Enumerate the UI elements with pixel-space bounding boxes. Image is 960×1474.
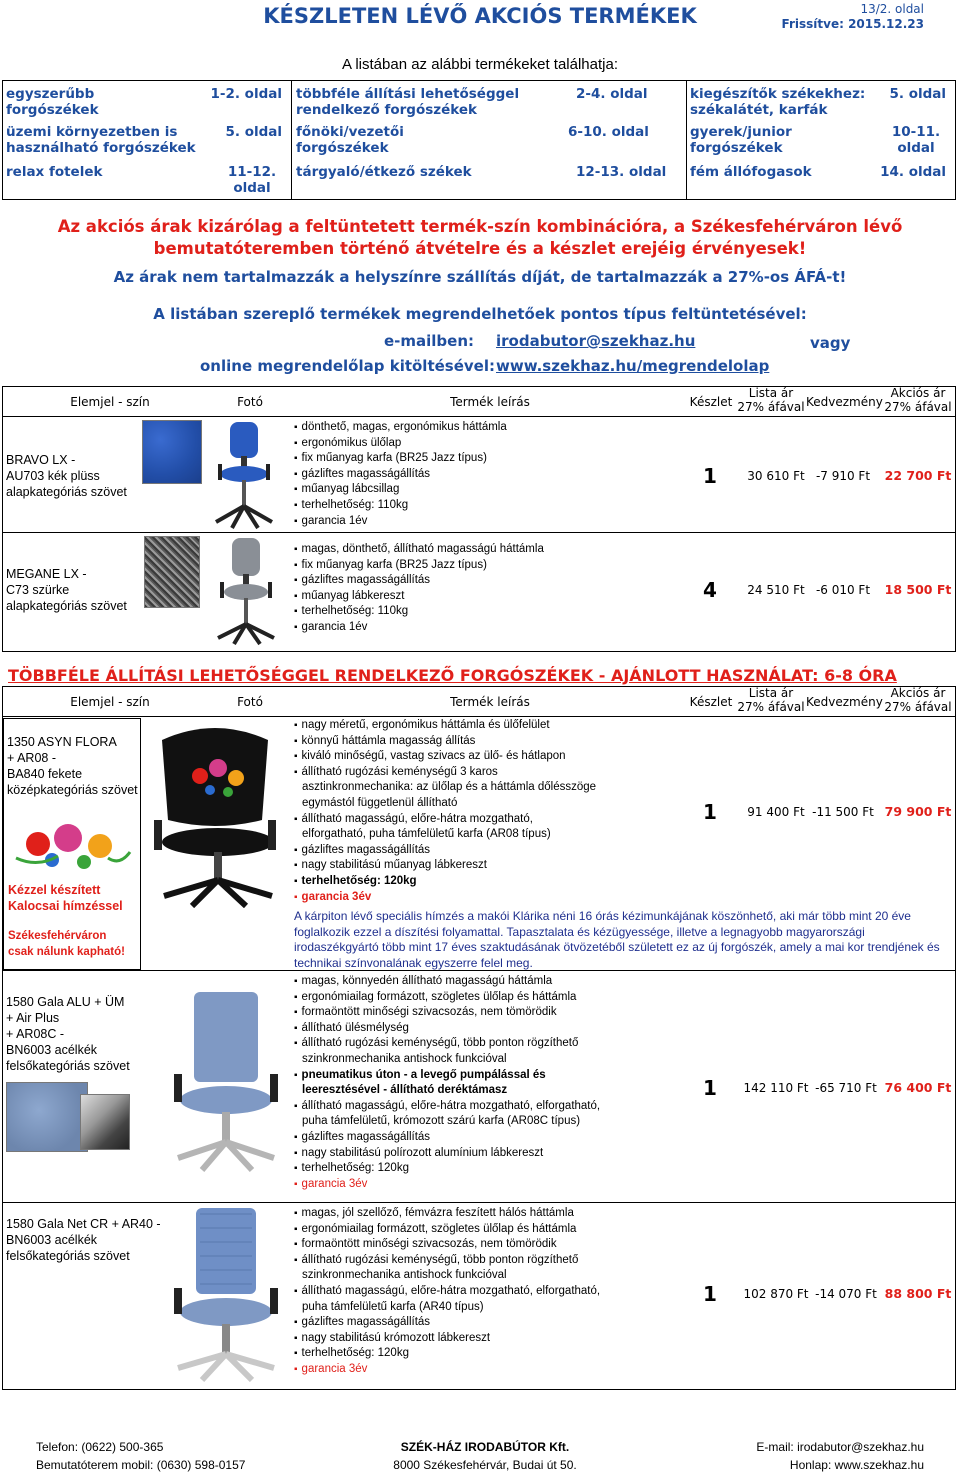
feature-item: egymástól függetlenül állítható: [302, 796, 458, 809]
online-label: online megrendelőlap kitöltésével:: [200, 357, 495, 375]
feature-item: ▪ ergonómiailag formázott, szögletes ülőlap és háttámla: [294, 1222, 600, 1238]
feature-list: [294, 718, 596, 905]
col-header-list: [736, 686, 806, 714]
toc-item-page[interactable]: 5. oldal: [889, 86, 946, 102]
feature-item: ▪ állítható magasságú, előre-hátra mozgatható, elforgatható,: [294, 1284, 600, 1300]
updated-date: Frissítve: 2015.12.23: [781, 17, 924, 31]
feature-item: ▪ gázliftes magasságállítás: [294, 467, 507, 483]
feature-list: [294, 542, 544, 636]
feature-item: ▪ gázliftes magasságállítás: [294, 1130, 600, 1146]
toc-item-name[interactable]: kiegészítők székekhez: székalátét, karfák: [690, 86, 866, 118]
feature-item: ▪ fix műanyag karfa (BR25 Jazz típus): [294, 558, 544, 574]
or-label: vagy: [810, 334, 851, 352]
list-price: 142 110 Ft: [743, 1081, 809, 1095]
toc-item-name[interactable]: gyerek/junior forgószékek: [690, 124, 792, 156]
label-line: BRAVO LX -: [6, 453, 76, 467]
col-header-stock: Készlet: [689, 695, 733, 709]
footer-address: 8000 Székesfehérvár, Budai út 50.: [393, 1458, 577, 1472]
feature-item: ▪ terhelhetőség: 120kg: [294, 1161, 600, 1177]
email-link[interactable]: irodabutor@szekhaz.hu: [496, 332, 696, 350]
label-line: + Air Plus: [6, 1011, 60, 1025]
label-line: középkategóriás szövet: [7, 783, 138, 797]
page-number: 13/2. oldal: [860, 2, 924, 16]
notice-line: bemutatóteremben történő átvételre és a készlet erejéig érvényesek!: [153, 239, 807, 258]
notice-line: Az akciós árak kizárólag a feltüntetett termék-szín kombinációra, a Székesfehérváron lévő: [57, 217, 903, 236]
label-line: + AR08C -: [6, 1027, 65, 1041]
sale-price: 79 900 Ft: [884, 804, 952, 819]
feature-item: ▪ garancia 3év: [294, 890, 596, 906]
label-line: alapkategóriás szövet: [6, 485, 127, 499]
feature-item: leeresztésével - állítható deréktámasz: [302, 1084, 508, 1097]
footer-company: SZÉK-HÁZ IRODABÚTOR Kft.: [400, 1440, 570, 1454]
feature-item: puha támfelületű, krómozott szárú karfa (AR08C típus): [302, 1115, 581, 1128]
label-line: BN6003 acélkék: [6, 1233, 98, 1247]
fabric-swatch-blue: [142, 420, 202, 484]
label-line: AU703 kék plüss: [6, 469, 100, 483]
col-header-desc: Termék leírás: [450, 395, 530, 409]
col-header-item: Elemjel - szín: [70, 695, 150, 709]
feature-item: ▪ állítható rugózási keménységű, több ponton rögzíthető: [294, 1253, 600, 1269]
feature-item: ▪ műanyag lábkereszt: [294, 589, 544, 605]
feature-item: ▪ terhelhetőség: 120kg: [294, 874, 596, 890]
footer-phone: Telefon: (0622) 500-365: [36, 1440, 164, 1454]
feature-item: asztinkronmechanika: az ülőlap és a háttámla dőlésszöge: [302, 781, 597, 794]
feature-item: ▪ nagy stabilitású műanyag lábkereszt: [294, 858, 596, 874]
label-line: felsőkategóriás szövet: [6, 1249, 130, 1263]
feature-item: ▪ fix műanyag karfa (BR25 Jazz típus): [294, 451, 507, 467]
note-line: csak nálunk kapható!: [8, 946, 125, 958]
feature-item: szinkronmechanika antishock funkcióval: [302, 1052, 507, 1065]
feature-item: ▪ magas, könnyedén állítható magasságú háttámla: [294, 974, 600, 990]
col-header-line: 27% áfával: [884, 700, 952, 714]
col-header-item: Elemjel - szín: [70, 395, 150, 409]
col-header-line: Lista ár: [748, 386, 794, 400]
vat-notice: Az árak nem tartalmazzák a helyszínre szállítás díját, de tartalmazzák a 27%-os ÁFÁ-t!: [113, 268, 847, 286]
toc-item-page[interactable]: 10-11. oldal: [891, 124, 941, 156]
list-price: 91 400 Ft: [747, 805, 805, 819]
label-line: + AR08 -: [7, 751, 56, 765]
toc-item-name[interactable]: relax fotelek: [6, 164, 103, 180]
discount: -65 710 Ft: [815, 1081, 877, 1095]
feature-item: ▪ nagy stabilitású krómozott lábkereszt: [294, 1331, 600, 1347]
footer-email[interactable]: E-mail: irodabutor@szekhaz.hu: [756, 1440, 924, 1454]
col-header-line: Akciós ár: [890, 686, 946, 700]
toc-item-page[interactable]: 2-4. oldal: [576, 86, 648, 102]
toc-item-page[interactable]: 12-13. oldal: [576, 164, 667, 180]
feature-item: ▪ állítható magasságú, előre-hátra mozgatható,: [294, 812, 596, 828]
feature-item: ▪ garancia 1év: [294, 514, 507, 530]
stock-qty: 1: [703, 464, 717, 488]
feature-item: ▪ magas, jól szellőző, fémvázra feszített hálós háttámla: [294, 1206, 600, 1222]
feature-item: ▪ ergonómiailag formázott, szögletes ülőlap és háttámla: [294, 990, 600, 1006]
sale-price: 18 500 Ft: [884, 582, 952, 597]
feature-item: szinkronmechanika antishock funkcióval: [302, 1269, 507, 1282]
chair-photo: [166, 988, 286, 1174]
col-header-stock: Készlet: [689, 395, 733, 409]
order-notice: A listában szereplő termékek megrendelhetőek pontos típus feltüntetésével:: [153, 305, 807, 323]
list-price: 30 610 Ft: [747, 469, 805, 483]
col-header-sale: [882, 686, 954, 714]
toc-item-page[interactable]: 6-10. oldal: [568, 124, 649, 140]
footer-web[interactable]: Honlap: www.szekhaz.hu: [789, 1458, 924, 1472]
chair-photo: [212, 534, 284, 646]
chair-photo: [166, 1204, 286, 1384]
col-header-discount: Kedvezmény: [806, 695, 883, 709]
col-header-line: Lista ár: [748, 686, 794, 700]
item-label: [6, 452, 127, 500]
col-header-photo: Fotó: [237, 695, 263, 709]
feature-item: ▪ gázliftes magasságállítás: [294, 843, 596, 859]
feature-item: ▪ garancia 3év: [294, 1362, 600, 1378]
note-line: Székesfehérváron: [8, 930, 107, 942]
feature-item: ▪ nagy méretű, ergonómikus háttámla és ülőfelület: [294, 718, 596, 734]
label-line: BA840 fekete: [7, 767, 83, 781]
label-line: C73 szürke: [6, 583, 70, 597]
col-header-line: Akciós ár: [890, 386, 946, 400]
feature-item: ▪ nagy stabilitású polírozott alumínium lábkereszt: [294, 1146, 600, 1162]
feature-item: ▪ pneumatikus úton - a levegő pumpálással és: [294, 1068, 600, 1084]
feature-item: ▪ formaöntött minőségi szivacsozás, nem tömörödik: [294, 1005, 600, 1021]
page-title: KÉSZLETEN LÉVŐ AKCIÓS TERMÉKEK: [263, 4, 697, 28]
sale-price: 76 400 Ft: [884, 1080, 952, 1095]
list-price: 24 510 Ft: [747, 583, 805, 597]
feature-item: ▪ formaöntött minőségi szivacsozás, nem tömörödik: [294, 1237, 600, 1253]
toc-item-page[interactable]: 14. oldal: [880, 164, 946, 180]
col-header-discount: Kedvezmény: [806, 395, 883, 409]
feature-item: ▪ műanyag lábcsillag: [294, 482, 507, 498]
toc-item-name[interactable]: fém állófogasok: [690, 164, 812, 180]
label-line: alapkategóriás szövet: [6, 599, 127, 613]
feature-item: ▪ gázliftes magasságállítás: [294, 573, 544, 589]
feature-item: ▪ állítható rugózási keménységű, több ponton rögzíthető: [294, 1036, 600, 1052]
item-label: [6, 1216, 161, 1264]
sale-price: 22 700 Ft: [884, 468, 952, 483]
col-header-photo: Fotó: [237, 395, 263, 409]
toc-item-name[interactable]: többféle állítási lehetőséggel rendelkező forgószékek: [296, 86, 520, 118]
fabric-swatch-steelblue: [6, 1082, 88, 1152]
handmade-note: [8, 882, 123, 914]
stock-qty: 1: [703, 800, 717, 824]
toc-item-page[interactable]: 11-12. oldal: [227, 164, 277, 196]
item-label: [7, 734, 138, 798]
embroidery-description: A kárpiton lévő speciális hímzés a makói Klárika néni 16 órás kézimunkájának köszönhető, aki már több mint 20 éve foglalkozik ezzel a díszítési folyamattal. Tapasztalata és kézügyessége, illetve a legnagyobb magyarországi irodaszékgyártó több mint 17 éves szaktudásának ötvözetéből született ez az új forgószék, amely a mai kor trendjének és technikai színvonalának egyszerre felel meg.: [294, 909, 940, 970]
sale-price: 88 800 Ft: [884, 1286, 952, 1301]
toc-item-name[interactable]: főnöki/vezetői forgószékek: [296, 124, 404, 156]
col-header-desc: Termék leírás: [450, 695, 530, 709]
chair-photo: [140, 720, 290, 908]
col-header-list: [736, 386, 806, 414]
label-line: MEGANE LX -: [6, 567, 87, 581]
toc-item-name[interactable]: üzemi környezetben is használható forgószékek: [6, 124, 196, 156]
col-header-sale: [882, 386, 954, 414]
feature-item: ▪ terhelhetőség: 120kg: [294, 1346, 600, 1362]
lumbar-photo: [80, 1094, 130, 1150]
feature-item: ▪ terhelhetőség: 110kg: [294, 498, 507, 514]
feature-item: puha támfelületű karfa (AR40 típus): [302, 1300, 484, 1313]
toc-item-page[interactable]: 1-2. oldal: [210, 86, 282, 102]
feature-item: ▪ állítható magasságú, előre-hátra mozgatható, elforgatható,: [294, 1099, 600, 1115]
list-price: 102 870 Ft: [743, 1287, 809, 1301]
label-line: 1580 Gala Net CR + AR40 -: [6, 1217, 161, 1231]
discount: -14 070 Ft: [815, 1287, 877, 1301]
order-form-link[interactable]: www.szekhaz.hu/megrendelolap: [496, 357, 770, 375]
feature-item: ▪ ergonómikus ülőlap: [294, 436, 507, 452]
item-label: [6, 566, 127, 614]
feature-item: elforgatható, puha támfelületű karfa (AR08 típus): [302, 828, 551, 841]
label-line: 1350 ASYN FLORA: [7, 735, 117, 749]
fabric-swatch-grey: [144, 536, 200, 608]
feature-item: ▪ gázliftes magasságállítás: [294, 1315, 600, 1331]
item-label: [6, 994, 130, 1074]
price-validity-notice: [0, 216, 960, 260]
discount: -11 500 Ft: [812, 805, 874, 819]
discount: -7 910 Ft: [815, 469, 871, 483]
feature-item: ▪ könnyű háttámla magasság állítás: [294, 734, 596, 750]
label-line: 1580 Gala ALU + ÜM: [6, 995, 125, 1009]
feature-item: ▪ kiváló minőségű, vastag szivacs az ülő- és hátlapon: [294, 749, 596, 765]
note-line: Kalocsai hímzéssel: [8, 899, 123, 913]
chair-photo: [208, 418, 286, 530]
toc-item-name[interactable]: tárgyaló/étkező székek: [296, 164, 472, 180]
feature-item: ▪ garancia 3év: [294, 1177, 600, 1193]
stock-qty: 1: [703, 1282, 717, 1306]
feature-item: ▪ állítható ülésmélység: [294, 1021, 600, 1037]
col-header-line: 27% áfával: [737, 700, 805, 714]
col-header-line: 27% áfával: [884, 400, 952, 414]
note-line: Kézzel készített: [8, 883, 101, 897]
label-line: BN6003 acélkék: [6, 1043, 98, 1057]
section-title: TÖBBFÉLE ÁLLÍTÁSI LEHETŐSÉGGEL RENDELKEZŐ FORGÓSZÉKEK - AJÁNLOTT HASZNÁLAT: 6-8 ÓRA: [8, 666, 897, 685]
feature-list: [294, 420, 507, 529]
toc-item-name[interactable]: egyszerűbb forgószékek: [6, 86, 99, 118]
feature-item: ▪ terhelhetőség: 110kg: [294, 604, 544, 620]
feature-list: [294, 1206, 600, 1378]
feature-item: ▪ állítható rugózási keménységű 3 karos: [294, 765, 596, 781]
feature-list: [294, 974, 600, 1192]
embroidery-motif: [8, 808, 134, 878]
email-label: e-mailben:: [384, 332, 475, 350]
stock-qty: 4: [703, 578, 717, 602]
feature-item: ▪ magas, dönthető, állítható magasságú háttámla: [294, 542, 544, 558]
col-header-line: 27% áfával: [737, 400, 805, 414]
list-intro: A listában az alábbi termékeket találhatja:: [342, 56, 618, 73]
toc-item-page[interactable]: 5. oldal: [225, 124, 282, 140]
stock-qty: 1: [703, 1076, 717, 1100]
exclusive-note: [8, 928, 125, 960]
feature-item: ▪ garancia 1év: [294, 620, 544, 636]
label-line: felsőkategóriás szövet: [6, 1059, 130, 1073]
feature-item: ▪ dönthető, magas, ergonómikus háttámla: [294, 420, 507, 436]
footer-mobile: Bemutatóterem mobil: (0630) 598-0157: [36, 1458, 246, 1472]
discount: -6 010 Ft: [815, 583, 871, 597]
